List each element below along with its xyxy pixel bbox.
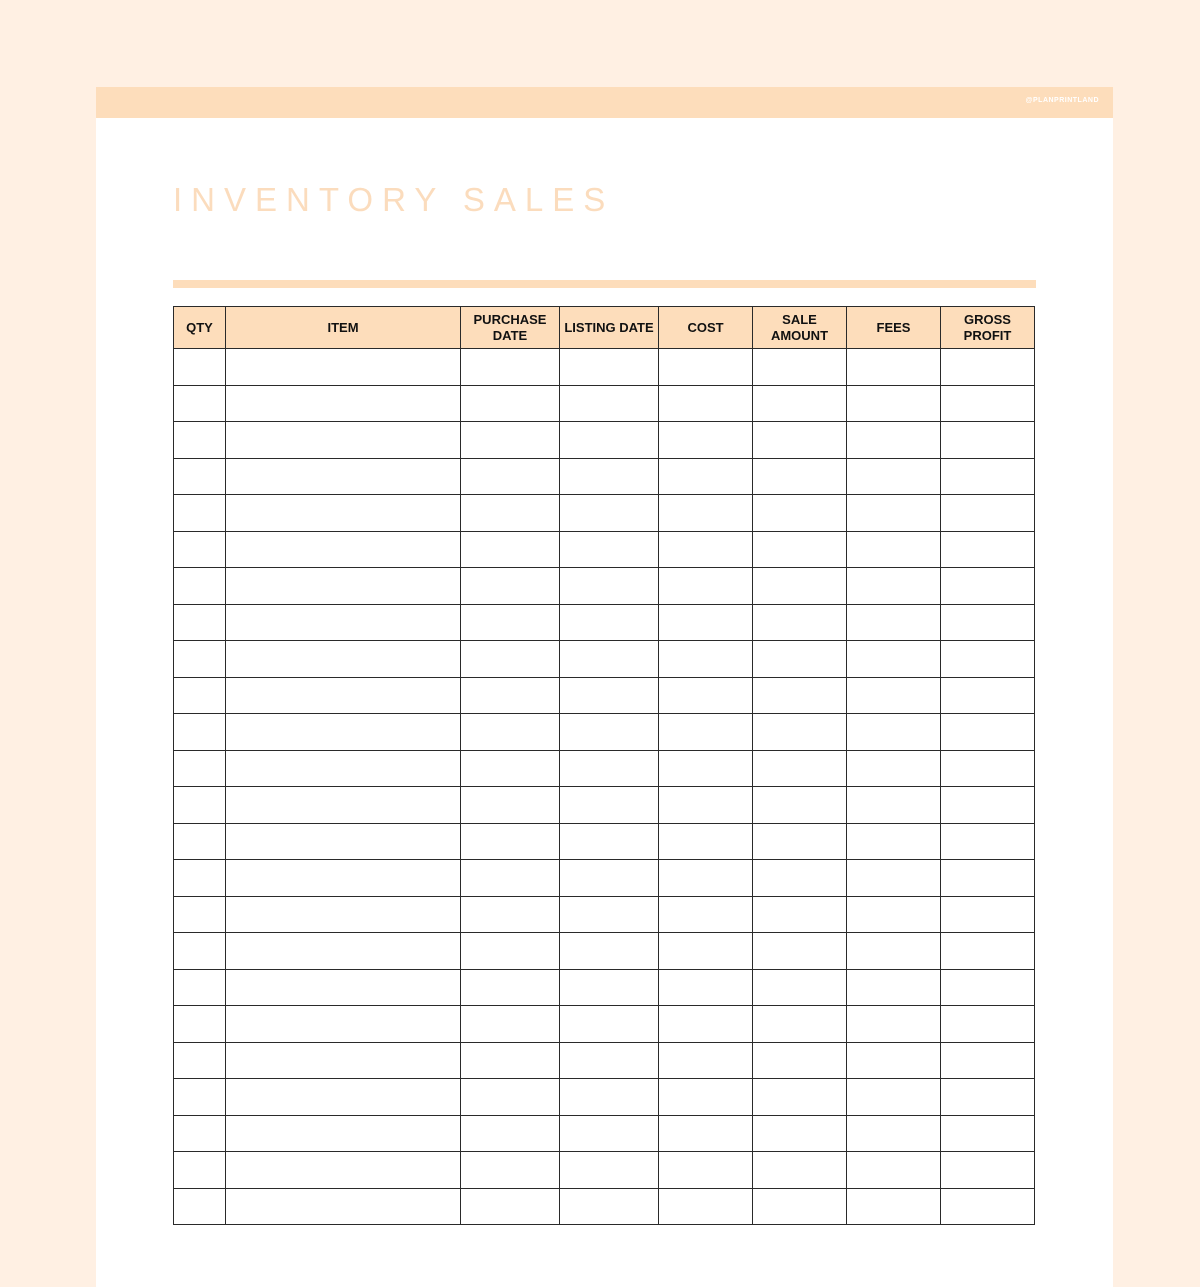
table-row xyxy=(174,823,1035,860)
cell-cost[interactable] xyxy=(659,422,753,459)
cell-qty[interactable] xyxy=(174,458,226,495)
cell-cost[interactable] xyxy=(659,823,753,860)
table-row xyxy=(174,1115,1035,1152)
cell-cost[interactable] xyxy=(659,969,753,1006)
cell-purchase-date[interactable] xyxy=(461,787,560,824)
cell-gross-profit[interactable] xyxy=(941,750,1035,787)
cell-gross-profit[interactable] xyxy=(941,896,1035,933)
table-header xyxy=(174,307,1035,349)
cell-gross-profit[interactable] xyxy=(941,531,1035,568)
cell-cost[interactable] xyxy=(659,1079,753,1116)
page-title: INVENTORY SALES xyxy=(173,181,615,218)
cell-purchase-date[interactable] xyxy=(461,1115,560,1152)
column-header-listing-date: LISTING DATE xyxy=(560,307,659,349)
cell-item[interactable] xyxy=(226,385,461,422)
cell-sale-amount[interactable] xyxy=(753,1079,847,1116)
cell-item[interactable] xyxy=(226,677,461,714)
cell-purchase-date[interactable] xyxy=(461,458,560,495)
cell-listing-date[interactable] xyxy=(560,495,659,532)
cell-item[interactable] xyxy=(226,933,461,970)
table-row xyxy=(174,750,1035,787)
cell-listing-date[interactable] xyxy=(560,823,659,860)
cell-purchase-date[interactable] xyxy=(461,714,560,751)
cell-fees[interactable] xyxy=(847,933,941,970)
cell-listing-date[interactable] xyxy=(560,1188,659,1225)
cell-qty[interactable] xyxy=(174,349,226,386)
table-row xyxy=(174,604,1035,641)
cell-listing-date[interactable] xyxy=(560,750,659,787)
cell-fees[interactable] xyxy=(847,604,941,641)
table-row xyxy=(174,349,1035,386)
cell-qty[interactable] xyxy=(174,385,226,422)
cell-listing-date[interactable] xyxy=(560,860,659,897)
cell-gross-profit[interactable] xyxy=(941,823,1035,860)
cell-fees[interactable] xyxy=(847,969,941,1006)
cell-listing-date[interactable] xyxy=(560,604,659,641)
cell-item[interactable] xyxy=(226,349,461,386)
cell-sale-amount[interactable] xyxy=(753,349,847,386)
cell-qty[interactable] xyxy=(174,422,226,459)
cell-purchase-date[interactable] xyxy=(461,1042,560,1079)
cell-gross-profit[interactable] xyxy=(941,349,1035,386)
table-row xyxy=(174,495,1035,532)
cell-sale-amount[interactable] xyxy=(753,1152,847,1189)
cell-sale-amount[interactable] xyxy=(753,531,847,568)
cell-cost[interactable] xyxy=(659,1152,753,1189)
cell-gross-profit[interactable] xyxy=(941,495,1035,532)
cell-purchase-date[interactable] xyxy=(461,531,560,568)
cell-listing-date[interactable] xyxy=(560,1115,659,1152)
cell-qty[interactable] xyxy=(174,495,226,532)
cell-gross-profit[interactable] xyxy=(941,787,1035,824)
cell-sale-amount[interactable] xyxy=(753,422,847,459)
cell-item[interactable] xyxy=(226,969,461,1006)
cell-fees[interactable] xyxy=(847,568,941,605)
cell-sale-amount[interactable] xyxy=(753,385,847,422)
cell-gross-profit[interactable] xyxy=(941,422,1035,459)
cell-item[interactable] xyxy=(226,458,461,495)
table-row xyxy=(174,933,1035,970)
column-header-item: ITEM xyxy=(226,307,461,349)
cell-gross-profit[interactable] xyxy=(941,677,1035,714)
cell-cost[interactable] xyxy=(659,568,753,605)
cell-cost[interactable] xyxy=(659,349,753,386)
cell-gross-profit[interactable] xyxy=(941,458,1035,495)
cell-fees[interactable] xyxy=(847,714,941,751)
cell-qty[interactable] xyxy=(174,1006,226,1043)
title-divider xyxy=(173,280,1036,288)
cell-cost[interactable] xyxy=(659,860,753,897)
cell-listing-date[interactable] xyxy=(560,1006,659,1043)
cell-qty[interactable] xyxy=(174,568,226,605)
cell-cost[interactable] xyxy=(659,1006,753,1043)
cell-purchase-date[interactable] xyxy=(461,750,560,787)
cell-sale-amount[interactable] xyxy=(753,933,847,970)
cell-fees[interactable] xyxy=(847,531,941,568)
table-row xyxy=(174,385,1035,422)
cell-purchase-date[interactable] xyxy=(461,422,560,459)
cell-cost[interactable] xyxy=(659,531,753,568)
cell-sale-amount[interactable] xyxy=(753,677,847,714)
cell-sale-amount[interactable] xyxy=(753,750,847,787)
cell-gross-profit[interactable] xyxy=(941,568,1035,605)
top-band xyxy=(96,87,1113,118)
cell-sale-amount[interactable] xyxy=(753,568,847,605)
cell-cost[interactable] xyxy=(659,1188,753,1225)
cell-fees[interactable] xyxy=(847,677,941,714)
column-header-purchase-date: PURCHASE DATE xyxy=(461,307,560,349)
cell-gross-profit[interactable] xyxy=(941,1188,1035,1225)
table-row xyxy=(174,896,1035,933)
cell-sale-amount[interactable] xyxy=(753,1006,847,1043)
cell-item[interactable] xyxy=(226,787,461,824)
table-row xyxy=(174,677,1035,714)
cell-fees[interactable] xyxy=(847,1188,941,1225)
table-row xyxy=(174,422,1035,459)
cell-purchase-date[interactable] xyxy=(461,495,560,532)
table-row xyxy=(174,860,1035,897)
cell-item[interactable] xyxy=(226,495,461,532)
cell-item[interactable] xyxy=(226,896,461,933)
cell-item[interactable] xyxy=(226,750,461,787)
cell-gross-profit[interactable] xyxy=(941,385,1035,422)
cell-fees[interactable] xyxy=(847,495,941,532)
table-row xyxy=(174,1079,1035,1116)
cell-item[interactable] xyxy=(226,531,461,568)
cell-purchase-date[interactable] xyxy=(461,969,560,1006)
cell-item[interactable] xyxy=(226,1079,461,1116)
cell-sale-amount[interactable] xyxy=(753,604,847,641)
table-row xyxy=(174,714,1035,751)
cell-purchase-date[interactable] xyxy=(461,933,560,970)
table-row xyxy=(174,1188,1035,1225)
cell-gross-profit[interactable] xyxy=(941,860,1035,897)
cell-qty[interactable] xyxy=(174,933,226,970)
cell-sale-amount[interactable] xyxy=(753,714,847,751)
table-row xyxy=(174,1042,1035,1079)
cell-item[interactable] xyxy=(226,714,461,751)
cell-purchase-date[interactable] xyxy=(461,641,560,678)
cell-listing-date[interactable] xyxy=(560,714,659,751)
cell-qty[interactable] xyxy=(174,641,226,678)
cell-fees[interactable] xyxy=(847,750,941,787)
cell-sale-amount[interactable] xyxy=(753,1188,847,1225)
cell-qty[interactable] xyxy=(174,531,226,568)
cell-purchase-date[interactable] xyxy=(461,860,560,897)
cell-fees[interactable] xyxy=(847,1115,941,1152)
cell-gross-profit[interactable] xyxy=(941,604,1035,641)
cell-fees[interactable] xyxy=(847,385,941,422)
cell-qty[interactable] xyxy=(174,823,226,860)
cell-cost[interactable] xyxy=(659,1115,753,1152)
cell-item[interactable] xyxy=(226,860,461,897)
cell-fees[interactable] xyxy=(847,787,941,824)
cell-listing-date[interactable] xyxy=(560,531,659,568)
column-header-qty: QTY xyxy=(174,307,226,349)
cell-cost[interactable] xyxy=(659,787,753,824)
cell-qty[interactable] xyxy=(174,714,226,751)
cell-cost[interactable] xyxy=(659,714,753,751)
inventory-table xyxy=(173,306,1035,1225)
cell-qty[interactable] xyxy=(174,1188,226,1225)
cell-cost[interactable] xyxy=(659,1042,753,1079)
cell-purchase-date[interactable] xyxy=(461,385,560,422)
cell-qty[interactable] xyxy=(174,787,226,824)
cell-purchase-date[interactable] xyxy=(461,349,560,386)
cell-cost[interactable] xyxy=(659,385,753,422)
cell-fees[interactable] xyxy=(847,1152,941,1189)
cell-qty[interactable] xyxy=(174,604,226,641)
table-row xyxy=(174,568,1035,605)
cell-listing-date[interactable] xyxy=(560,349,659,386)
cell-fees[interactable] xyxy=(847,1006,941,1043)
cell-sale-amount[interactable] xyxy=(753,896,847,933)
cell-cost[interactable] xyxy=(659,896,753,933)
cell-listing-date[interactable] xyxy=(560,1079,659,1116)
cell-listing-date[interactable] xyxy=(560,568,659,605)
cell-fees[interactable] xyxy=(847,1079,941,1116)
cell-fees[interactable] xyxy=(847,860,941,897)
cell-item[interactable] xyxy=(226,1006,461,1043)
table-row xyxy=(174,641,1035,678)
cell-qty[interactable] xyxy=(174,1152,226,1189)
cell-sale-amount[interactable] xyxy=(753,969,847,1006)
cell-qty[interactable] xyxy=(174,750,226,787)
cell-sale-amount[interactable] xyxy=(753,1115,847,1152)
cell-fees[interactable] xyxy=(847,458,941,495)
cell-listing-date[interactable] xyxy=(560,896,659,933)
cell-purchase-date[interactable] xyxy=(461,677,560,714)
table-row xyxy=(174,531,1035,568)
cell-gross-profit[interactable] xyxy=(941,1115,1035,1152)
table-row xyxy=(174,1006,1035,1043)
cell-qty[interactable] xyxy=(174,677,226,714)
cell-gross-profit[interactable] xyxy=(941,714,1035,751)
cell-fees[interactable] xyxy=(847,823,941,860)
cell-gross-profit[interactable] xyxy=(941,1079,1035,1116)
cell-fees[interactable] xyxy=(847,422,941,459)
cell-qty[interactable] xyxy=(174,1079,226,1116)
cell-purchase-date[interactable] xyxy=(461,1152,560,1189)
cell-item[interactable] xyxy=(226,1042,461,1079)
cell-listing-date[interactable] xyxy=(560,641,659,678)
cell-purchase-date[interactable] xyxy=(461,568,560,605)
cell-purchase-date[interactable] xyxy=(461,1079,560,1116)
table-row xyxy=(174,969,1035,1006)
cell-listing-date[interactable] xyxy=(560,933,659,970)
planner-page xyxy=(96,87,1113,1287)
cell-item[interactable] xyxy=(226,823,461,860)
cell-cost[interactable] xyxy=(659,495,753,532)
cell-gross-profit[interactable] xyxy=(941,1042,1035,1079)
cell-item[interactable] xyxy=(226,568,461,605)
cell-sale-amount[interactable] xyxy=(753,641,847,678)
cell-listing-date[interactable] xyxy=(560,677,659,714)
cell-item[interactable] xyxy=(226,604,461,641)
table-row xyxy=(174,787,1035,824)
cell-qty[interactable] xyxy=(174,860,226,897)
cell-listing-date[interactable] xyxy=(560,1042,659,1079)
cell-fees[interactable] xyxy=(847,641,941,678)
cell-purchase-date[interactable] xyxy=(461,1188,560,1225)
cell-listing-date[interactable] xyxy=(560,458,659,495)
cell-sale-amount[interactable] xyxy=(753,495,847,532)
cell-gross-profit[interactable] xyxy=(941,1152,1035,1189)
cell-item[interactable] xyxy=(226,1115,461,1152)
cell-item[interactable] xyxy=(226,641,461,678)
cell-purchase-date[interactable] xyxy=(461,823,560,860)
cell-purchase-date[interactable] xyxy=(461,896,560,933)
cell-sale-amount[interactable] xyxy=(753,1042,847,1079)
cell-listing-date[interactable] xyxy=(560,969,659,1006)
cell-sale-amount[interactable] xyxy=(753,860,847,897)
cell-listing-date[interactable] xyxy=(560,422,659,459)
cell-sale-amount[interactable] xyxy=(753,787,847,824)
cell-listing-date[interactable] xyxy=(560,1152,659,1189)
cell-sale-amount[interactable] xyxy=(753,823,847,860)
cell-purchase-date[interactable] xyxy=(461,604,560,641)
cell-item[interactable] xyxy=(226,1152,461,1189)
table-row xyxy=(174,1152,1035,1189)
cell-sale-amount[interactable] xyxy=(753,458,847,495)
cell-listing-date[interactable] xyxy=(560,385,659,422)
cell-fees[interactable] xyxy=(847,1042,941,1079)
cell-qty[interactable] xyxy=(174,1042,226,1079)
column-header-sale-amount: SALE AMOUNT xyxy=(753,307,847,349)
cell-gross-profit[interactable] xyxy=(941,933,1035,970)
cell-listing-date[interactable] xyxy=(560,787,659,824)
cell-cost[interactable] xyxy=(659,677,753,714)
cell-fees[interactable] xyxy=(847,896,941,933)
column-header-cost: COST xyxy=(659,307,753,349)
cell-qty[interactable] xyxy=(174,969,226,1006)
cell-purchase-date[interactable] xyxy=(461,1006,560,1043)
cell-gross-profit[interactable] xyxy=(941,969,1035,1006)
cell-fees[interactable] xyxy=(847,349,941,386)
cell-cost[interactable] xyxy=(659,750,753,787)
cell-cost[interactable] xyxy=(659,641,753,678)
cell-item[interactable] xyxy=(226,1188,461,1225)
cell-cost[interactable] xyxy=(659,458,753,495)
cell-qty[interactable] xyxy=(174,896,226,933)
cell-gross-profit[interactable] xyxy=(941,641,1035,678)
cell-gross-profit[interactable] xyxy=(941,1006,1035,1043)
cell-item[interactable] xyxy=(226,422,461,459)
column-header-gross-profit: GROSS PROFIT xyxy=(941,307,1035,349)
column-header-fees: FEES xyxy=(847,307,941,349)
cell-cost[interactable] xyxy=(659,933,753,970)
watermark: @PLANPRINTLAND xyxy=(1025,97,1099,104)
cell-cost[interactable] xyxy=(659,604,753,641)
table-row xyxy=(174,458,1035,495)
cell-qty[interactable] xyxy=(174,1115,226,1152)
